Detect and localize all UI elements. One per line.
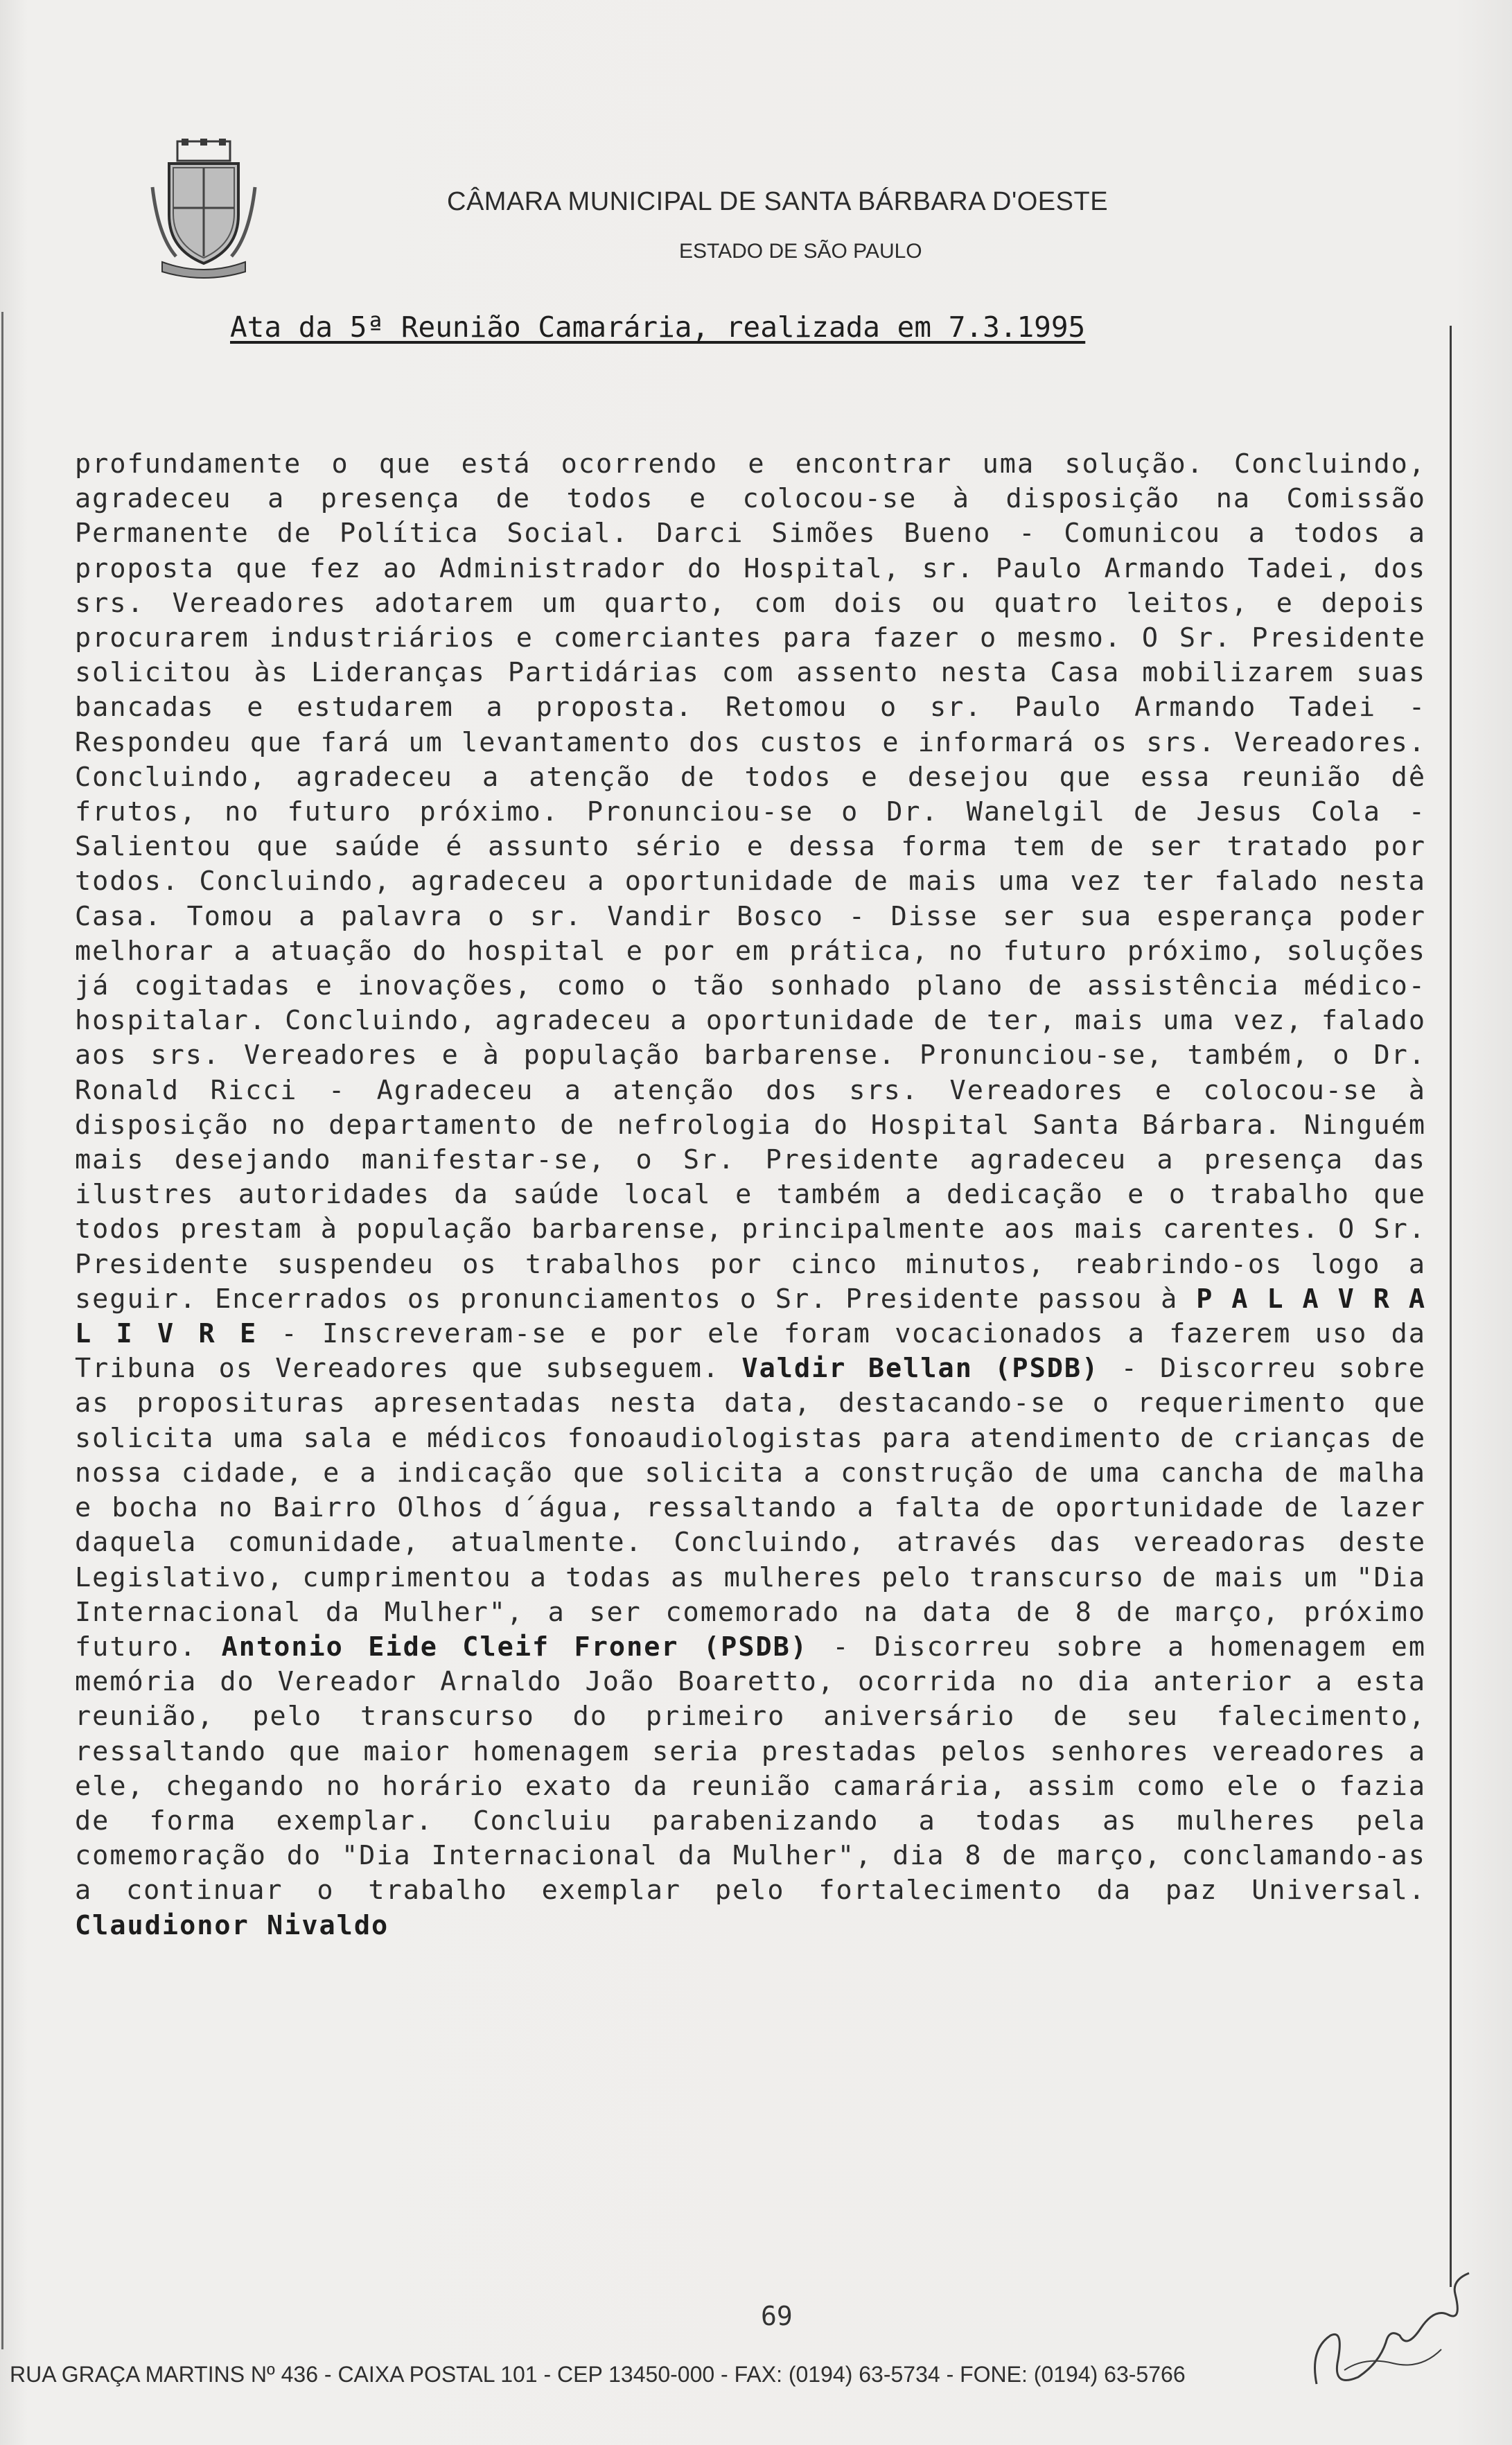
paragraph-text: - Inscreveram-se e por ele foram vocacionados a fazerem uso da Tribuna os Vereadores que subseguem. <box>75 1318 1426 1385</box>
speaker-name: Antonio Eide Cleif Froner (PSDB) <box>221 1631 809 1663</box>
page-number: 69 <box>761 2301 793 2331</box>
paragraph-text: - Discorreu sobre a homenagem em memória do Vereador Arnaldo João Boaretto, ocorrida no dia anterior a esta reunião, pelo transcurso do primeiro aniversário de seu falecimento, ressaltando que maior homenagem seria prestadas pelos senhores vereadores a ele, chegando no horário exato da reunião camarária, assim como ele o fazia de forma exemplar. Concluiu parabenizando a todas as mulheres pela comemoração do "Dia Internacional da Mulher", dia 8 de março, conclamando-as a continuar o trabalho exemplar pelo fortalecimento da paz Universal. <box>75 1631 1427 1907</box>
coat-of-arms-logo <box>148 139 259 284</box>
minutes-body <box>75 447 1426 1943</box>
left-margin-rule <box>1 312 3 2349</box>
paragraph-text: profundamente o que está ocorrendo e encontrar uma solução. Concluindo, agradeceu a presença de todos e colocou-se à disposição na Comissão Permanente de Política Social. Darci Simões Bueno - Comunicou a todos a proposta que fez ao Administrador do Hospital, sr. Paulo Armando Tadei, dos srs. Vereadores adotarem um quarto, com dois ou quatro leitos, e depois procurarem industriários e comerciantes para fazer o mesmo. O Sr. Presidente solicitou às Lideranças Partidárias com assento nesta Casa mobilizarem suas bancadas e estudarem a proposta. Retomou o sr. Paulo Armando Tadei - Respondeu que fará um levantamento dos custos e informará os srs. Vereadores. Concluindo, agradeceu a atenção de todos e desejou que essa reunião dê frutos, no futuro próximo. Pronunciou-se o Dr. Wanelgil de Jesus Cola - Salientou que saúde é assunto sério e dessa forma tem de ser tratado por todos. Concluindo, agradeceu a oportunidade de mais uma vez ter falado nesta Casa. Tomou a palavra o sr. Vandir Bosco - Disse ser sua esperança poder melhorar a atuação do hospital e por em prática, no futuro próximo, soluções já cogitadas e inovações, como o tão sonhado plano de assistência médico-hospitalar. Concluindo, agradeceu a oportunidade de ter, mais uma vez, falado aos srs. Vereadores e à população barbarense. Pronunciou-se, também, o Dr. Ronald Ricci - Agradeceu a atenção dos srs. Vereadores e colocou-se à disposição no departamento de nefrologia do Hospital Santa Bárbara. Ninguém mais desejando manifestar-se, o Sr. Presidente agradeceu a presença das ilustres autoridades da saúde local e também a dedicação e o trabalho que todos prestam à população barbarense, principalmente aos mais carentes. O Sr. Presidente suspendeu os trabalhos por cinco minutos, reabrindo-os logo a seguir. Encerrados os pronunciamentos o Sr. Presidente passou à <box>75 448 1426 1315</box>
state-name: ESTADO DE SÃO PAULO <box>679 240 922 263</box>
section-heading-palavra-livre: P A L A V R A L I V R E <box>75 1283 1426 1350</box>
speaker-name: Valdir Bellan (PSDB) <box>741 1353 1100 1385</box>
footer-address: RUA GRAÇA MARTINS Nº 436 - CAIXA POSTAL 101 - CEP 13450-000 - FAX: (0194) 63-5734 - FONE: (0194) 63-5766 <box>10 2362 1186 2387</box>
speaker-name: Claudionor Nivaldo <box>75 1909 389 1941</box>
handwritten-signature <box>1303 2266 1483 2405</box>
right-margin-rule <box>1450 326 1452 2287</box>
org-name: CÂMARA MUNICIPAL DE SANTA BÁRBARA D'OESTE <box>447 187 1109 216</box>
document-title: Ata da 5ª Reunião Camarária, realizada em 7.3.1995 <box>230 310 1086 344</box>
paragraph-text: - Discorreu sobre as proposituras apresentadas nesta data, destacando-se o requerimento que solicita uma sala e médicos fonoaudiologistas para atendimento de crianças de nossa cidade, e a indicação que solicita a construção de uma cancha de malha e bocha no Bairro Olhos d´água, ressaltando a falta de oportunidade de lazer daquela comunidade, atualmente. Concluindo, através das vereadoras deste Legislativo, cumprimentou a todas as mulheres pelo transcurso de mais um "Dia Internacional da Mulher", a ser comemorado na data de 8 de março, próximo futuro. <box>75 1353 1426 1663</box>
